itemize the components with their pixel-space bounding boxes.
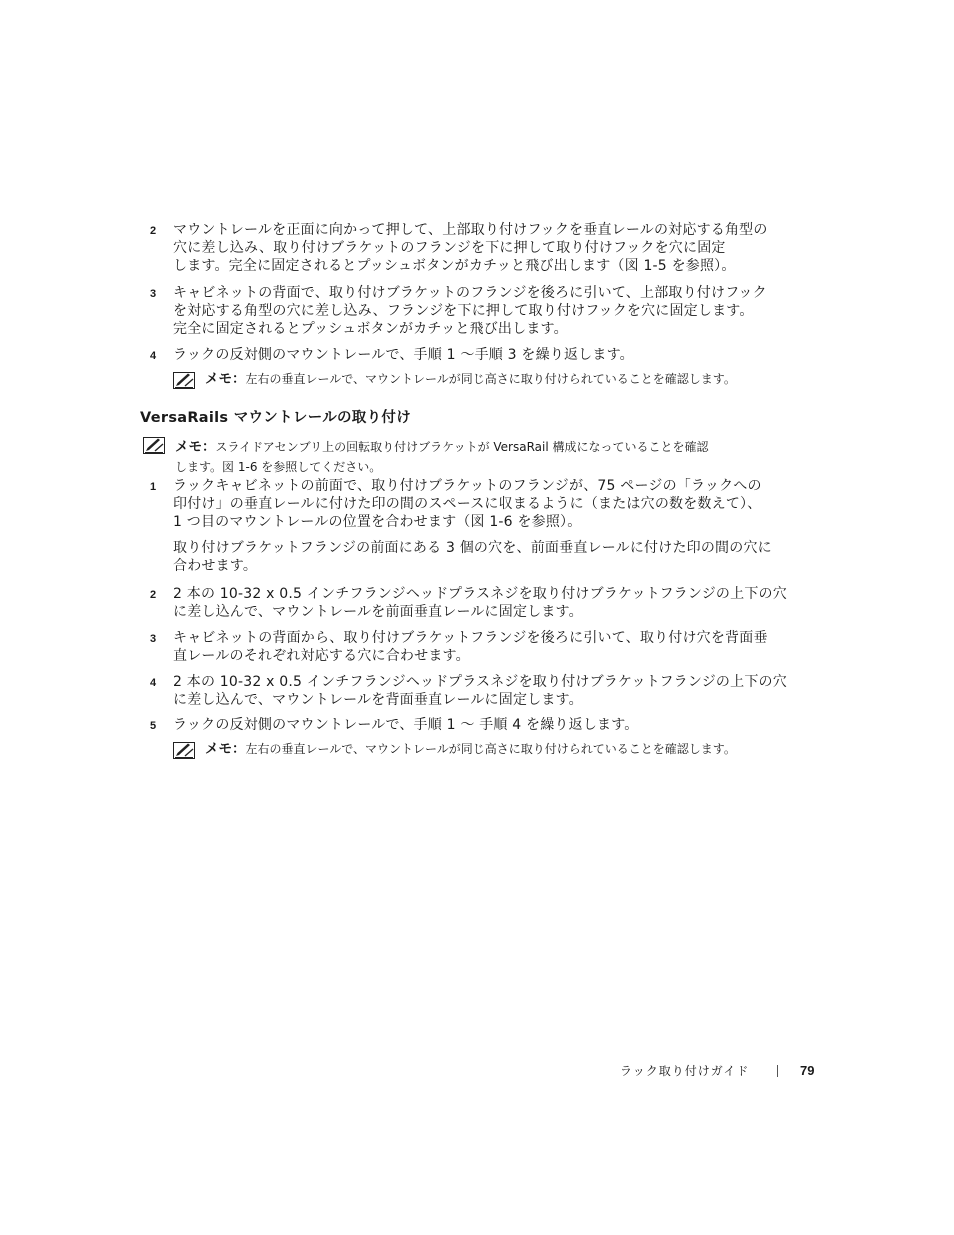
step-text: キャビネットの背面で、取り付けブラケットのフランジを後ろに引いて、上部取り付けフック を対応する角型の穴に差し込み、フランジを下に押して取り付けフックを穴に固定します。 完全に固定されるとプッシュボタンがカチッと飛び出します。 (173, 285, 767, 337)
pencil-note-icon (143, 437, 165, 454)
step-number: 5 (150, 720, 157, 732)
step-bottom-4 (150, 673, 820, 709)
step-bottom-1 (150, 477, 820, 531)
step-bottom-5 (150, 716, 820, 735)
page-footer (590, 1062, 820, 1082)
step-top-3 (150, 284, 820, 338)
page-number: 79 (800, 1063, 815, 1078)
note-label: メモ： (175, 439, 216, 455)
step-text: 2 本の 10-32 x 0.5 インチフランジヘッドプラスネジを取り付けブラケットフランジの上下の穴 に差し込んで、マウントレールを背面垂直レールに固定します。 (173, 674, 787, 708)
footer-separator (777, 1065, 778, 1077)
note-label: メモ： (205, 371, 246, 387)
note-label: メモ： (205, 741, 246, 757)
step-text: 2 本の 10-32 x 0.5 インチフランジヘッドプラスネジを取り付けブラケットフランジの上下の穴 に差し込んで、マウントレールを前面垂直レールに固定します。 (173, 586, 787, 620)
step-text: ラックの反対側のマウントレールで、手順 1 〜手順 3 を繰り返します。 (173, 347, 634, 363)
step-text: キャビネットの背面から、取り付けブラケットフランジを後ろに引いて、取り付け穴を背面垂 直レールのそれぞれ対応する穴に合わせます。 (173, 630, 768, 664)
step-top-4 (150, 346, 820, 365)
step-number: 2 (150, 589, 157, 601)
section-heading: VersaRails マウントレールの取り付け (140, 410, 412, 426)
step-number: 4 (150, 677, 157, 689)
note-body (175, 436, 709, 476)
note-2 (143, 436, 709, 476)
step-number: 1 (150, 481, 157, 493)
step-1-continuation: 取り付けブラケットフランジの前面にある 3 個の穴を、前面垂直レールに付けた印の間の穴に 合わせます。 (173, 540, 772, 574)
note-text: 左右の垂直レールで、マウントレールが同じ高さに取り付けられていることを確認します。 (245, 372, 736, 386)
step-text: ラックの反対側のマウントレールで、手順 1 〜 手順 4 を繰り返します。 (173, 717, 639, 733)
footer-title: ラック取り付けガイド (620, 1064, 750, 1078)
note-3 (173, 741, 736, 759)
pencil-note-icon (173, 372, 195, 389)
step-bottom-3 (150, 629, 820, 665)
step-number: 2 (150, 225, 157, 237)
note-text: 左右の垂直レールで、マウントレールが同じ高さに取り付けられていることを確認します。 (245, 742, 736, 756)
step-text: マウントレールを正面に向かって押して、上部取り付けフックを垂直レールの対応する角型の 穴に差し込み、取り付けブラケットのフランジを下に押して取り付けフックを穴に固定 します。完全に固定されるとプッシュボタンがカチッと飛び出します（図 1-5 を参照）。 (173, 222, 768, 274)
note-text: スライドアセンブリ上の回転取り付けブラケットが VersaRail 構成になっていることを確認 します。図 1-6 を参照してください。 (175, 440, 709, 474)
step-number: 3 (150, 288, 157, 300)
step-number: 4 (150, 350, 157, 362)
step-top-2 (150, 221, 820, 275)
pencil-note-icon (173, 742, 195, 759)
step-text: ラックキャビネットの前面で、取り付けブラケットのフランジが、75 ページの「ラックへの 印付け」の垂直レールに付けた印の間のスペースに収まるように（または穴の数を数えて）、 1 つ目のマウントレールの位置を合わせます（図 1-6 を参照）。 (173, 478, 762, 530)
note-1 (173, 371, 736, 389)
step-bottom-2 (150, 585, 820, 621)
step-number: 3 (150, 633, 157, 645)
